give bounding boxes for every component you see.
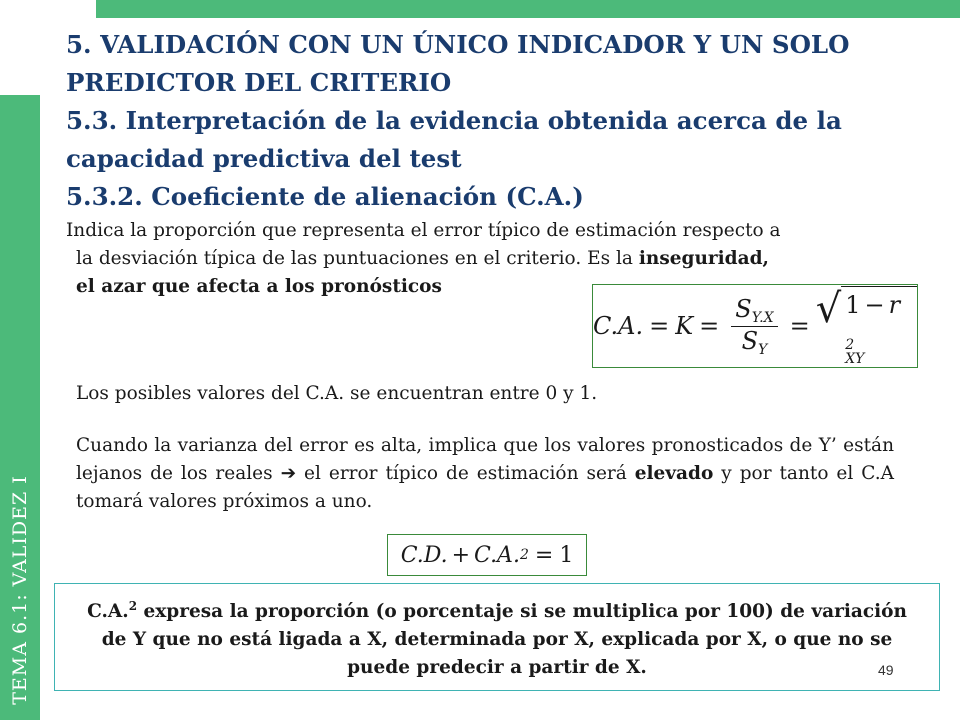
- formula2-rhs: 1: [559, 542, 574, 568]
- formula2-ca: C.A.: [474, 542, 520, 568]
- subsubsection-title: 5.3.2. Coeficiente de alienación (C.A.): [66, 182, 584, 211]
- variance-bold: elevado: [634, 463, 714, 484]
- sqrt-one: 1: [845, 291, 861, 319]
- formula2-sup: 2: [519, 547, 529, 563]
- page-number: 49: [878, 662, 894, 678]
- sqrt-minus: −: [864, 291, 885, 319]
- formula-fraction: [731, 295, 777, 358]
- numerator-sub: Y.X: [751, 309, 774, 326]
- formula-lhs: C.A.: [593, 312, 644, 340]
- top-accent-bar: [96, 0, 960, 18]
- variance-paragraph: [76, 432, 894, 516]
- variance-text-1: Cuando la varianza del error es alta, implica que los valores pronosticados de Y’ están lejanos de los reales: [76, 435, 894, 484]
- formula-numerator: [731, 295, 777, 327]
- formula2-cd: C.D.: [400, 542, 448, 568]
- numerator-var: S: [735, 294, 752, 323]
- subsection-title: 5.3. Interpretación de la evidencia obtenida acerca de la capacidad predictiva del test: [66, 106, 842, 173]
- formula-k: K: [675, 312, 694, 340]
- formula-sqrt: [816, 286, 917, 366]
- note-box: [54, 583, 940, 691]
- definition-line-2: [66, 248, 769, 269]
- formula2-plus: +: [451, 542, 471, 568]
- variance-text-2: el error típico de estimación será: [296, 463, 635, 484]
- formula-denominator: [738, 327, 772, 358]
- sqrt-r: r: [888, 291, 901, 319]
- denominator-var: S: [741, 326, 759, 355]
- note-start: C.A.: [87, 601, 129, 623]
- range-paragraph: Los posibles valores del C.A. se encuentran entre 0 y 1.: [76, 383, 598, 404]
- definition-bold-1: inseguridad,: [638, 248, 769, 269]
- sqrt-scripts: [845, 338, 864, 366]
- section-title: 5. VALIDACIÓN CON UN ÚNICO INDICADOR Y UN SOLO PREDICTOR DEL CRITERIO: [66, 30, 850, 97]
- determination-alienation-formula: [387, 534, 587, 576]
- formula-equals-2: =: [699, 312, 720, 340]
- formula-equals-1: =: [649, 312, 670, 340]
- definition-line-1: Indica la proporción que representa el error típico de estimación respecto a: [66, 220, 781, 241]
- definition-line-2-text: la desviación típica de las puntuaciones en el criterio. Es la: [76, 248, 639, 269]
- denominator-sub: Y: [758, 341, 768, 358]
- formula-equals-3: =: [789, 312, 810, 340]
- sqrt-r-sup: 2: [845, 337, 855, 353]
- sqrt-r-sub: XY: [845, 351, 865, 367]
- definition-bold-2: el azar que afecta a los pronósticos: [76, 276, 442, 297]
- sqrt-body: [841, 286, 917, 366]
- side-topic-label: TEMA 6.1: VALIDEZ I: [9, 475, 31, 705]
- sqrt-radical-icon: √: [815, 286, 842, 332]
- alienation-formula: [592, 284, 918, 368]
- variance-text-3: y por tanto el C.A tomará valores próximos a uno.: [76, 463, 894, 512]
- right-arrow-icon: ➔: [280, 463, 297, 484]
- note-sup: 2: [128, 599, 138, 613]
- formula2-equals: =: [534, 542, 554, 568]
- note-text: expresa la proporción (o porcentaje si se multiplica por 100) de variación de Y que no está ligada a X, determinada por X, explicada por X, o que no se puede predecir a partir de X.: [101, 601, 907, 679]
